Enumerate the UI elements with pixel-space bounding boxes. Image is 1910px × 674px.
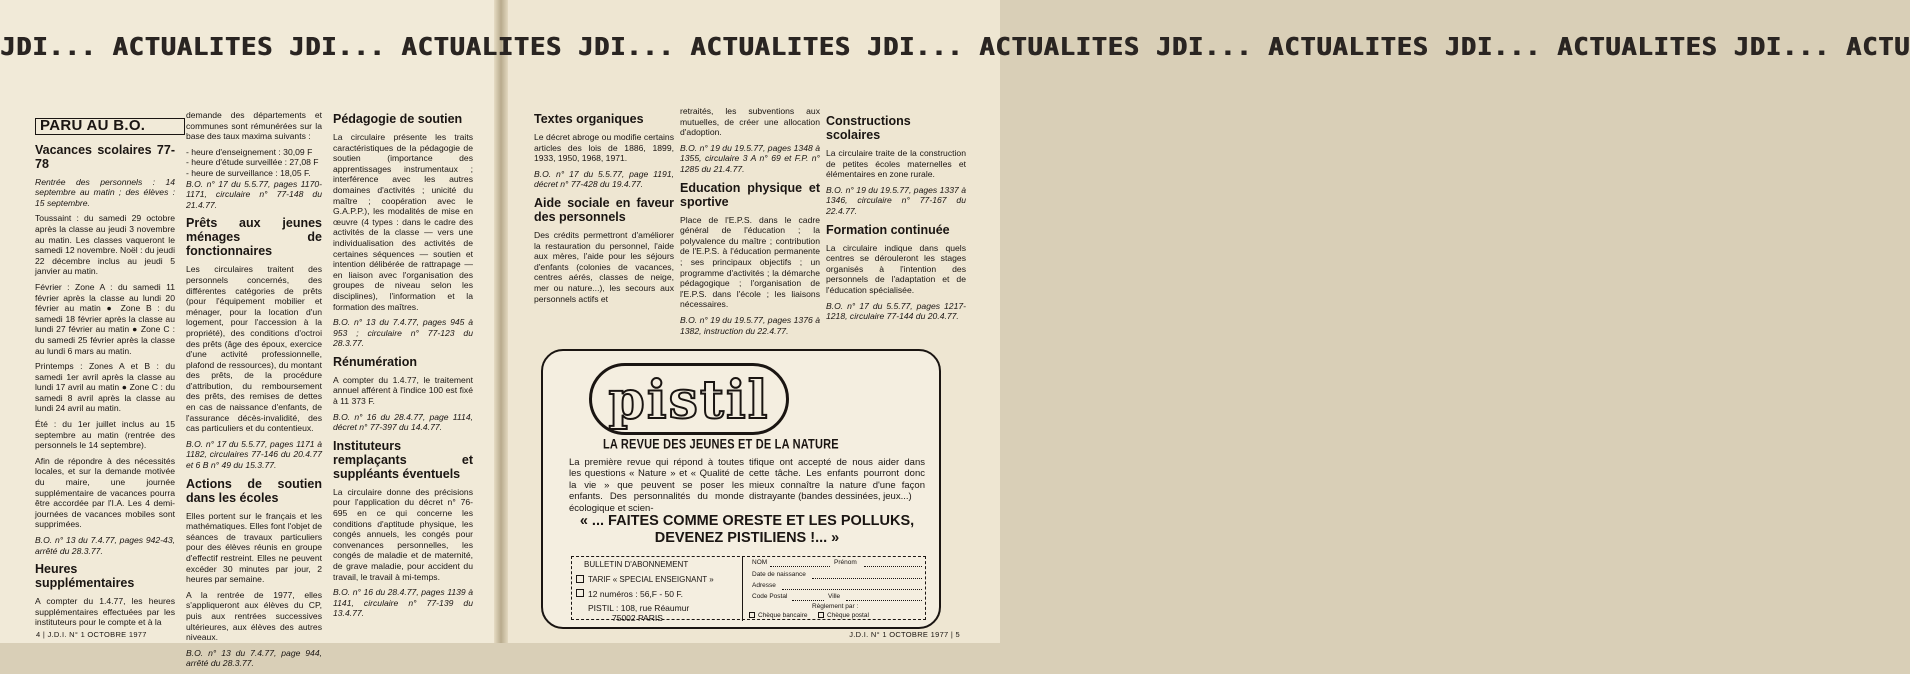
remuneration-ref: B.O. n° 16 du 28.4.77, page 1114, décret n° 77-397 du 14.4.77.	[333, 411, 473, 433]
column-3	[333, 106, 473, 624]
field-naissance[interactable]	[812, 578, 922, 579]
heures-text-cont: demande des départements et communes sont rémunérées sur la base des taux maxima suivants :	[186, 110, 322, 142]
column-4	[534, 106, 674, 309]
pedagogie-title: Pédagogie de soutien	[333, 112, 463, 126]
prets-ref: B.O. n° 17 du 5.5.77, pages 1171 à 1182, circulaires 77-146 du 20.4.77 et 6 B n° 49 du 15.3.77.	[186, 438, 322, 471]
left-folio: 4 | J.D.I. N° 1 OCTOBRE 1977	[36, 630, 147, 639]
vacances-printemps: Printemps : Zones A et B : du samedi 1er avril après la classe au lundi 17 avril au matin ● Zone C : du samedi 8 avril après la classe au lundi 24 avril au matin.	[35, 361, 175, 414]
field-prenom[interactable]	[864, 566, 922, 567]
tarif-checkbox[interactable]	[576, 575, 584, 583]
ad-text-left: La première revue qui répond à toutes les questions « Nature » et « Qualité de la vie » que peuvent se poser les enfants. Des personnalités du monde écologique et scien-	[569, 457, 744, 514]
heures-title: Heures supplémentaires	[35, 562, 135, 591]
column-1	[35, 118, 175, 633]
coupon-address: PISTIL : 108, rue Réaumur	[588, 603, 690, 613]
constructions-title: Constructions scolaires	[826, 114, 911, 142]
ad-text-right: tifique ont accepté de nous aider dans cette tâche. Les enfants pourront donc mieux connaître la nature d'une façon distrayante (bandes dessinées, jeux...)	[749, 457, 925, 503]
heures-ref: B.O. n° 17 du 5.5.77, pages 1170-1171, circulaire n° 77-148 du 21.4.77.	[186, 178, 322, 210]
formation-title: Formation continuée	[826, 222, 950, 237]
field-prenom-label: Prénom	[834, 559, 857, 566]
aide-text: Des crédits permettront d'améliorer la restauration du personnel, l'aide aux mères, l'aide pour les séjours d'enfants (colonies de vacances, centres aérés, classes de neige, mer ou nature...), les secours aux personnels actifs et	[534, 229, 674, 304]
pedagogie-ref: B.O. n° 13 du 7.4.77, pages 945 à 953 ; circulaire n° 77-123 du 28.3.77.	[333, 317, 473, 349]
field-adresse[interactable]	[782, 589, 922, 590]
page-fold	[494, 0, 508, 643]
textes-text: Le décret abroge ou modifie certains articles des lois de 1886, 1899, 1933, 1950, 1968, 1971.	[534, 132, 674, 164]
rate-etude: - heure d'étude surveillée : 27,08 F	[186, 157, 319, 168]
instituteurs-text: La circulaire donne des précisions pour l'application du décret n° 76-695 en ce qui concerne les conditions d'aptitude physique, les congés annuels, les congés pour convenances personnelles, les congés de maladie et de maternité, de grave maladie, pour accident du travail, le travail à mi-temps.	[333, 486, 473, 582]
formation-text: La circulaire indique dans quels centres se dérouleront les stages organisés à l'intention des personnels de l'adaptation et de l'éducation spécialisée.	[826, 242, 966, 295]
vacances-ref: B.O. n° 13 du 7.4.77, pages 942-43, arrêté du 28.3.77.	[35, 535, 175, 556]
eps-text: Place de l'E.P.S. dans le cadre général de l'éducation ; la polyvalence du maître ; contribution de l'E.P.S. à l'éducation permanente ; ses principaux objectifs ; un programme d'activités ; la démarche pédagogique ; l'organisation de l'E.P.S. dans l'école ; les liaisons nécessaires.	[680, 214, 820, 310]
retraites-text: retraités, les subventions aux mutuelles, de créer une allocation d'adoption.	[680, 106, 820, 138]
subscription-coupon	[571, 556, 926, 623]
vacances-toussaint: Toussaint : du samedi 29 octobre après la classe au jeudi 3 novembre au matin. Les classes vaqueront le samedi 12 novembre. Noël : du jeudi 22 décembre inclus au jeudi 5 janvier au matin.	[35, 213, 175, 277]
actions-text-1: Elles portent sur le français et les mathématiques. Elles font l'objet de séances de travaux particuliers pour des élèves réunis en groupe d'effectif restreint. Elles ne peuvent excéder 30 minutes par jour, 2 heures par semaine.	[186, 510, 322, 585]
rate-surveillance: - heure de surveillance : 18,05 F.	[186, 167, 311, 178]
cheque-bancaire-label: Chèque bancaire	[758, 612, 808, 619]
prets-title: Prêts aux jeunes ménages de fonctionnaires	[186, 216, 322, 259]
actions-text-2: A la rentrée de 1977, elles s'appliqueront aux élèves du CP, puis aux rentrées successives ultérieures, aux élèves des autres niveaux.	[186, 589, 322, 643]
column-6	[826, 108, 966, 327]
constructions-ref: B.O. n° 19 du 19.5.77, pages 1337 à 1346, circulaire n° 77-167 du 22.4.77.	[826, 184, 966, 216]
remuneration-title: Rénumération	[333, 354, 418, 369]
remuneration-text: A compter du 1.4.77, le traitement annuel afférent à l'indice 100 est fixé à 11 373 F.	[333, 374, 473, 407]
field-ville-label: Ville	[828, 593, 841, 600]
pistil-advertisement	[541, 349, 941, 629]
field-code[interactable]	[792, 600, 824, 601]
rate-enseignement: - heure d'enseignement : 30,09 F	[186, 146, 313, 157]
retraites-ref: B.O. n° 19 du 19.5.77, pages 1348 à 1355, circulaire 3 A n° 69 et F.P. n° 1285 du 21.4.77.	[680, 142, 820, 174]
column-5	[680, 106, 820, 341]
field-nom[interactable]	[770, 566, 830, 567]
textes-ref: B.O. n° 17 du 5.5.77, page 1191, décret n° 77-428 du 19.4.77.	[534, 168, 674, 190]
coupon-bulletin: BULLETIN D'ABONNEMENT	[584, 560, 689, 569]
instituteurs-ref: B.O. n° 16 du 28.4.77, pages 1139 à 1141, circulaire n° 77-139 du 13.4.77.	[333, 587, 473, 619]
field-adresse-label: Adresse	[752, 582, 776, 589]
vacances-fevrier: Février : Zone A : du samedi 11 février après la classe au lundi 20 février au matin ● Zone B : du samedi 18 février après la classe au lundi 27 février au matin ● Zone C : du samedi 25 février après la classe au lundi 6 mars au matin.	[35, 281, 175, 356]
field-ville[interactable]	[846, 600, 922, 601]
coupon-numeros: 12 numéros : 56,F - 50 F.	[588, 589, 683, 599]
vacances-note: Afin de répondre à des nécessités locales, et sur la demande motivée du maire, une journée supplémentaire de vacances pourra être accordée par l'I.A. Les 4 demi-journées de vacances mobiles sont supprimées.	[35, 455, 175, 530]
eps-ref: B.O. n° 19 du 19.5.77, pages 1376 à 1382, instruction du 22.4.77.	[680, 314, 820, 336]
actions-title: Actions de soutien dans les écoles	[186, 476, 322, 505]
field-code-label: Code Postal	[752, 593, 788, 600]
coupon-tarif: TARIF « SPECIAL ENSEIGNANT »	[588, 575, 714, 584]
instituteurs-title: Instituteurs remplaçants et suppléants éventuels	[333, 438, 473, 481]
constructions-text: La circulaire traite de la construction de petites écoles maternelles et élémentaires en zone rurale.	[826, 148, 966, 180]
numeros-checkbox[interactable]	[576, 589, 584, 597]
paru-au-bo-header: PARU AU B.O.	[35, 118, 185, 135]
field-naissance-label: Date de naissance	[752, 571, 806, 578]
cheque-postal-checkbox[interactable]	[818, 612, 824, 618]
reglement-label: Règlement par :	[812, 603, 859, 610]
right-folio: J.D.I. N° 1 OCTOBRE 1977 | 5	[849, 630, 960, 639]
pistil-logo: pistil	[608, 370, 770, 431]
cheque-postal-label: Chèque postal	[827, 612, 869, 619]
vacances-rentree: Rentrée des personnels : 14 septembre au matin ; des élèves : 15 septembre.	[35, 176, 175, 208]
textes-title: Textes organiques	[534, 112, 644, 126]
ad-slogan: « ... FAITES COMME ORESTE ET LES POLLUKS, DEVENEZ PISTILIENS !... »	[579, 513, 915, 546]
coupon-city: 75002 PARIS	[612, 613, 663, 623]
cheque-bancaire-checkbox[interactable]	[749, 612, 755, 618]
actions-ref: B.O. n° 13 du 7.4.77, page 944, arrêté du 28.3.77.	[186, 647, 322, 669]
banner-text: JDI... ACTUALITES JDI... ACTUALITES JDI... ACTUALITES JDI... ACTUALITES JDI... ACTUALITES JDI... ACTUALITES JDI... ACTU	[0, 32, 1910, 61]
vacances-title: Vacances scolaires 77-78	[35, 142, 175, 171]
ad-tagline: LA REVUE DES JEUNES ET DE LA NATURE	[603, 437, 839, 452]
formation-ref: B.O. n° 17 du 5.5.77, pages 1217-1218, circulaire 77-144 du 20.4.77.	[826, 300, 966, 322]
vacances-ete: Été : du 1er juillet inclus au 15 septembre au matin (rentrée des personnels le 14 septembre).	[35, 419, 175, 451]
aide-title: Aide sociale en faveur des personnels	[534, 195, 674, 224]
coupon-divider	[742, 557, 743, 621]
prets-text: Les circulaires traitent des personnels concernés, des différentes catégories de prêts (pour l'équipement mobilier et ménager, pour la location d'un logement, pour l'accession à la propriété), des conditions d'octroi des prêts (âge des époux, exercice d'une activité professionnelle, plafond de ressources), du montant des prêts, de la procédure d'attribution, du remboursement des prêts, des remises de dettes en cas de naissance d'enfants, de l'assurance décès-invalidité, des cas particuliers et du contentieux.	[186, 264, 322, 434]
field-nom-label: NOM	[752, 559, 768, 566]
heures-text: A compter du 1.4.77, les heures supplémentaires effectuées par les instituteurs pour le compte et à la	[35, 596, 175, 628]
column-2	[186, 110, 322, 674]
pedagogie-text: La circulaire présente les traits caractéristiques de la pédagogie de soutien (importance des apprentissages instrumentaux ; interférence avec les autres domaines d'activités ; unicité du maître ; coopération avec le G.A.P.P.), les modalités de mise en œuvre (4 types : dans le cadre des activités de la classe — vers une individualisation des activités de certaines séquences — soutien et intention délibérée de rattrapage — en liaison avec l'organisation des groupes de niveau selon les disciplines), l'information et la formation des maîtres.	[333, 132, 473, 312]
eps-title: Education physique et sportive	[680, 180, 820, 209]
actualites-banner	[0, 32, 1910, 66]
